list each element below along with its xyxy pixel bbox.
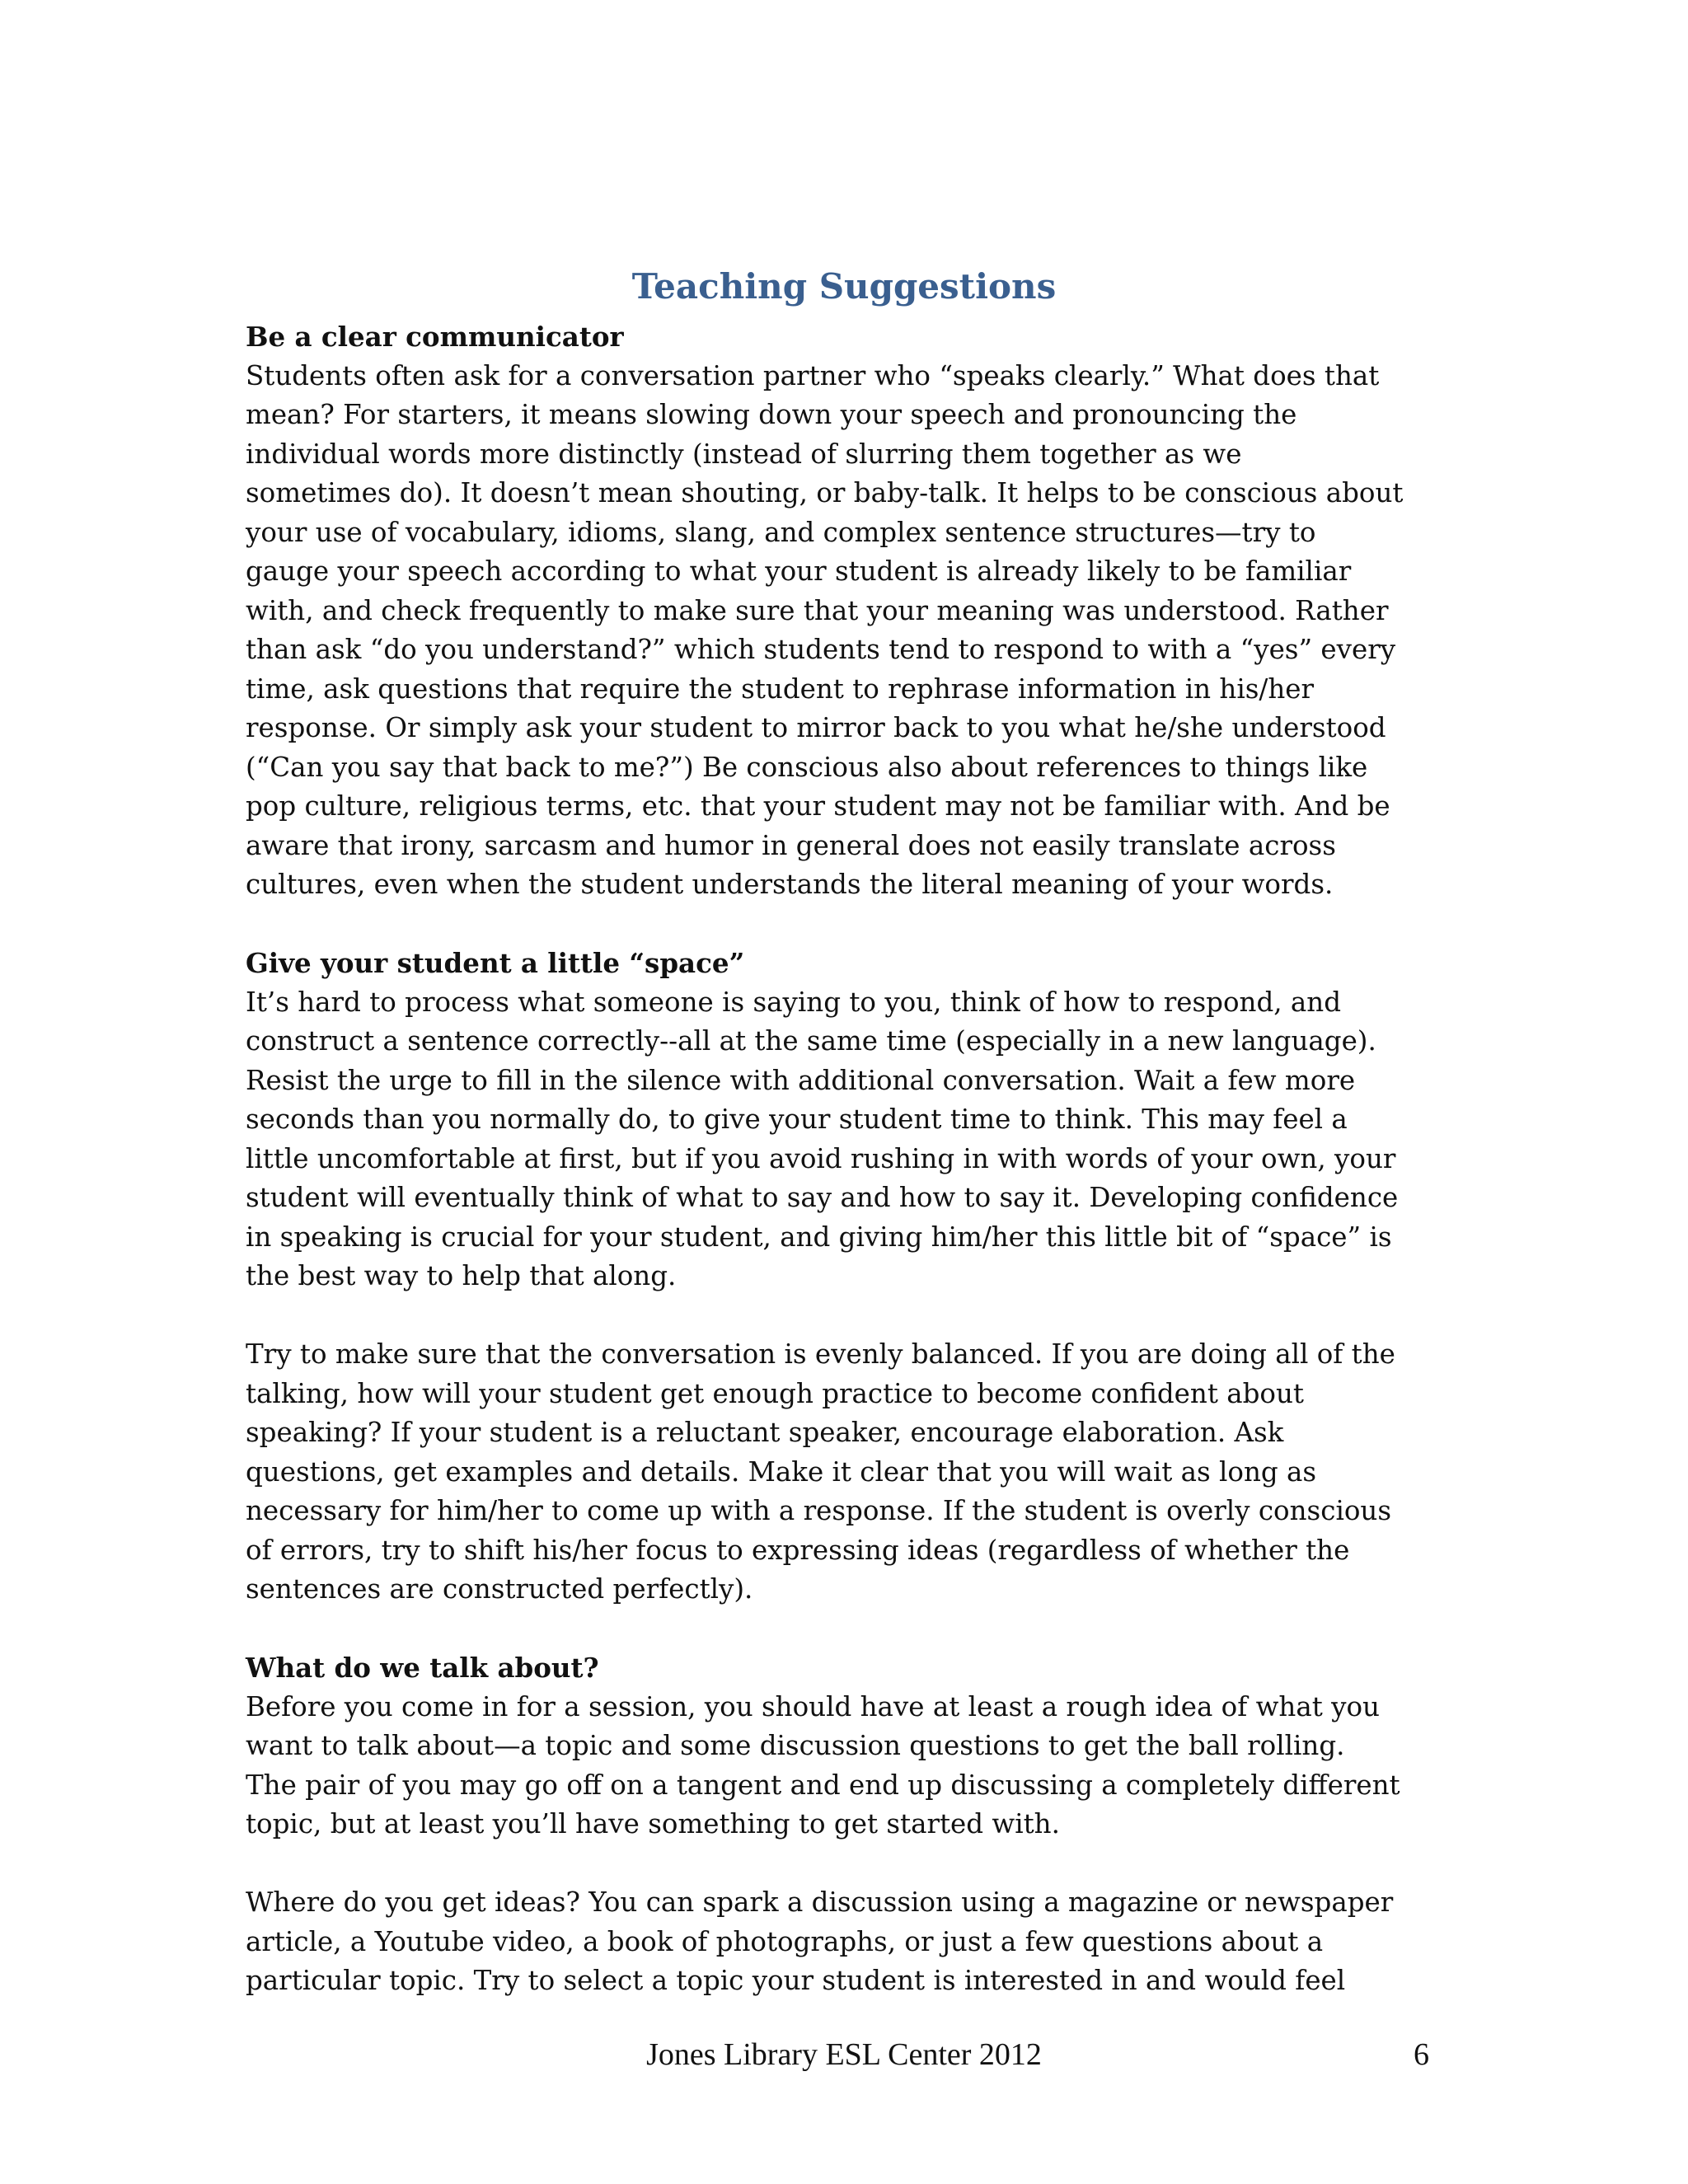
text-line: speaking? If your student is a reluctant speaker, encourage elaboration. Ask [246, 1417, 1284, 1448]
text-line: little uncomfortable at first, but if you avoid rushing in with words of your own, your [246, 1142, 1396, 1174]
paragraph [246, 1335, 1449, 1610]
paragraph-gap [246, 1844, 1449, 1884]
text-line: questions, get examples and details. Make it clear that you will wait as long as [246, 1455, 1317, 1488]
text-line: Resist the urge to fill in the silence with additional conversation. Wait a few more [246, 1064, 1356, 1096]
section-heading: What do we talk about? [246, 1652, 599, 1684]
section-heading: Give your student a little “space” [246, 947, 745, 979]
text-line: Students often ask for a conversation partner who “speaks clearly.” What does that [246, 359, 1380, 391]
paragraph-gap [246, 1296, 1449, 1336]
text-line: talking, how will your student get enough practice to become confident about [246, 1377, 1304, 1409]
text-line: with, and check frequently to make sure that your meaning was understood. Rather [246, 594, 1389, 626]
text-line: of errors, try to shift his/her focus to expressing ideas (regardless of whether the [246, 1534, 1350, 1566]
text-line: gauge your speech according to what your student is already likely to be familiar [246, 555, 1352, 587]
section-clear-communicator [246, 317, 1449, 905]
text-line: response. Or simply ask your student to mirror back to you what he/she understood [246, 712, 1386, 743]
paragraph [246, 983, 1449, 1296]
text-line: cultures, even when the student understands the literal meaning of your words. [246, 869, 1334, 900]
paragraph [246, 1688, 1449, 1844]
paragraph [246, 357, 1449, 905]
section-what-to-talk-about [246, 1648, 1449, 2001]
page-title: Teaching Suggestions [631, 266, 1057, 307]
text-line: particular topic. Try to select a topic your student is interested in and would feel [246, 1965, 1346, 1996]
text-line: individual words more distinctly (instead of slurring them together as we [246, 438, 1242, 470]
text-line: The pair of you may go off on a tangent and end up discussing a completely different [246, 1769, 1400, 1801]
text-line: time, ask questions that require the student to rephrase information in his/her [246, 673, 1315, 705]
text-line: than ask “do you understand?” which students tend to respond to with a “yes” every [246, 634, 1396, 665]
text-line: necessary for him/her to come up with a response. If the student is overly conscious [246, 1495, 1392, 1526]
text-line: student will eventually think of what to say and how to say it. Developing confidence [246, 1182, 1399, 1213]
text-line: the best way to help that along. [246, 1260, 677, 1291]
page-number: 6 [1414, 2037, 1429, 2072]
document-body [246, 317, 1449, 2001]
text-line: (“Can you say that back to me?”) Be conscious also about references to things like [246, 751, 1368, 783]
section-give-space [246, 944, 1449, 1610]
text-line: seconds than you normally do, to give your student time to think. This may feel a [246, 1104, 1348, 1135]
text-line: construct a sentence correctly--all at the same time (especially in a new language). [246, 1025, 1376, 1057]
text-line: sometimes do). It doesn’t mean shouting, or baby-talk. It helps to be conscious about [246, 477, 1404, 509]
section-heading: Be a clear communicator [246, 321, 624, 353]
text-line: topic, but at least you’ll have something to get started with. [246, 1808, 1060, 1840]
text-line: your use of vocabulary, idioms, slang, and complex sentence structures—try to [246, 516, 1316, 548]
text-line: want to talk about—a topic and some discussion questions to get the ball rolling. [246, 1730, 1345, 1761]
footer-text: Jones Library ESL Center 2012 [646, 2037, 1042, 2072]
text-line: It’s hard to process what someone is saying to you, think of how to respond, and [246, 986, 1342, 1018]
paragraph-gap [246, 1610, 1449, 1649]
text-line: article, a Youtube video, a book of photographs, or just a few questions about a [246, 1925, 1324, 1957]
text-line: Before you come in for a session, you should have at least a rough idea of what you [246, 1690, 1380, 1722]
paragraph [246, 1883, 1449, 2001]
text-line: aware that irony, sarcasm and humor in general does not easily translate across [246, 829, 1336, 861]
text-line: mean? For starters, it means slowing down your speech and pronouncing the [246, 399, 1297, 430]
text-line: Try to make sure that the conversation is evenly balanced. If you are doing all of the [246, 1338, 1395, 1370]
text-line: in speaking is crucial for your student, and giving him/her this little bit of “space” is [246, 1221, 1392, 1253]
text-line: pop culture, religious terms, etc. that your student may not be familiar with. And be [246, 790, 1390, 822]
paragraph-gap [246, 905, 1449, 944]
text-line: sentences are constructed perfectly). [246, 1573, 753, 1605]
text-line: Where do you get ideas? You can spark a discussion using a magazine or newspaper [246, 1886, 1394, 1918]
